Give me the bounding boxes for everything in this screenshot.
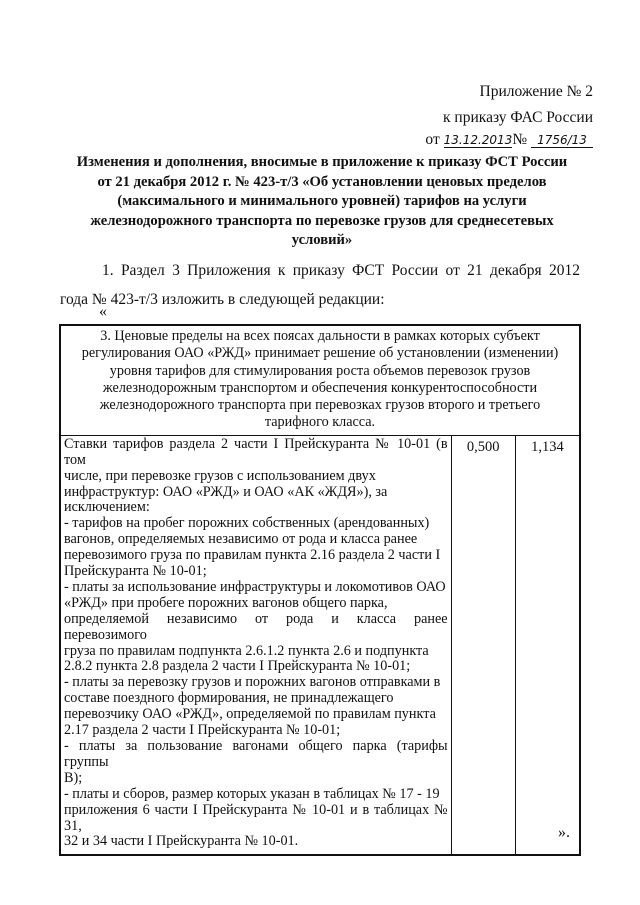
closing-quote: ». xyxy=(558,824,570,841)
desc-line: перевозимого груза по правилам пункта 2.16 раздела 2 части I xyxy=(64,547,441,564)
desc-line: приложения 6 части I Прейскуранта № 10-01 и в таблицах № 31, xyxy=(64,801,448,834)
heading-line: (максимального и минимального уровней) тарифов на услуги xyxy=(117,193,527,209)
desc-line: Прейскуранта № 10-01; xyxy=(64,563,207,580)
heading-line: от 21 декабря 2012 г. № 423-т/3 «Об установлении ценовых пределов xyxy=(97,173,547,190)
opening-quote: « xyxy=(99,303,107,320)
header-line: регулирования ОАО «РЖД» принимает решение об установлении (изменении) xyxy=(81,345,559,362)
header-line: железнодорожным транспортом и обеспечения конкурентоспособности xyxy=(102,379,538,396)
tariff-description-cell xyxy=(60,435,451,855)
number-prefix: № xyxy=(512,131,528,148)
desc-line: - платы за перевозку грузов и порожних вагонов отправками в xyxy=(64,674,441,691)
desc-line: исключением: xyxy=(64,499,150,516)
document-heading xyxy=(66,153,578,251)
desc-line: определяемой независимо от рода и класса ранее перевозимого xyxy=(64,610,448,643)
table-header-row xyxy=(60,325,580,435)
handwritten-number: 1756/13 xyxy=(531,133,593,148)
desc-line: инфраструктур: ОАО «РЖД» и ОАО «АК «ЖДЯ»), за xyxy=(64,483,388,500)
desc-line: составе поездного формирования, не принадлежащего xyxy=(64,690,394,707)
paragraph-line: года № 423-т/3 изложить в следующей редакции: xyxy=(60,291,385,308)
paragraph-line: 1. Раздел 3 Приложения к приказу ФСТ России от 21 декабря 2012 xyxy=(102,262,580,279)
max-value-cell: 1,134 xyxy=(515,435,580,855)
desc-line: - платы за использование инфраструктуры и локомотивов ОАО xyxy=(64,578,446,595)
min-value-cell: 0,500 xyxy=(451,435,515,855)
heading-line: железнодорожного транспорта по перевозке грузов для среднесетевых xyxy=(90,212,554,229)
header-line: уровня тарифов для стимулирования роста объемов перевозок грузов xyxy=(109,362,531,379)
header-line: железнодорожного транспорта при перевозках грузов второго и третьего xyxy=(99,397,541,414)
header-line: 3. Ценовые пределы на всех поясах дальности в рамках которых субъект xyxy=(100,328,540,344)
heading-line: Изменения и дополнения, вносимые в приложение к приказу ФСТ России xyxy=(76,154,568,170)
appendix-number: Приложение № 2 xyxy=(479,83,593,100)
desc-line: - платы за пользование вагонами общего парка (тарифы группы xyxy=(64,738,448,770)
desc-line: вагонов, определяемых независимо от рода и класса ранее xyxy=(64,531,418,548)
body-paragraph xyxy=(60,256,580,314)
desc-line: «РЖД» при пробеге порожних вагонов общего парка, xyxy=(64,594,388,611)
date-prefix: от xyxy=(425,131,440,148)
appendix-order-ref: к приказу ФАС России xyxy=(443,109,593,126)
desc-line: числе, при перевозке грузов с использованием двух xyxy=(64,467,376,484)
desc-line: 32 и 34 части I Прейскуранта № 10-01. xyxy=(64,833,299,850)
handwritten-date: 13.12.2013 xyxy=(443,133,513,147)
desc-line: 2.8.2 пункта 2.8 раздела 2 части I Прейскуранта № 10-01; xyxy=(64,658,411,675)
desc-line: 2.17 раздела 2 части I Прейскуранта № 10-01; xyxy=(64,722,341,739)
table-header-cell xyxy=(60,325,580,435)
desc-line: - платы и сборов, размер которых указан в таблицах № 17 - 19 xyxy=(64,785,440,802)
desc-line: груза по правилам подпункта 2.6.1.2 пункта 2.6 и подпункта xyxy=(64,642,429,659)
header-line: тарифного класса. xyxy=(264,414,376,431)
tariff-table xyxy=(59,324,581,856)
desc-line: Ставки тарифов раздела 2 части I Прейскуранта № 10-01 (в том xyxy=(64,435,448,468)
appendix-date-number xyxy=(425,130,593,150)
table-row xyxy=(60,435,580,855)
desc-line: перевозчику ОАО «РЖД», определяемой по правилам пункта xyxy=(64,706,436,723)
desc-line: В); xyxy=(64,769,83,786)
desc-line: - тарифов на пробег порожних собственных (арендованных) xyxy=(64,515,430,532)
heading-line: условий» xyxy=(291,232,353,248)
